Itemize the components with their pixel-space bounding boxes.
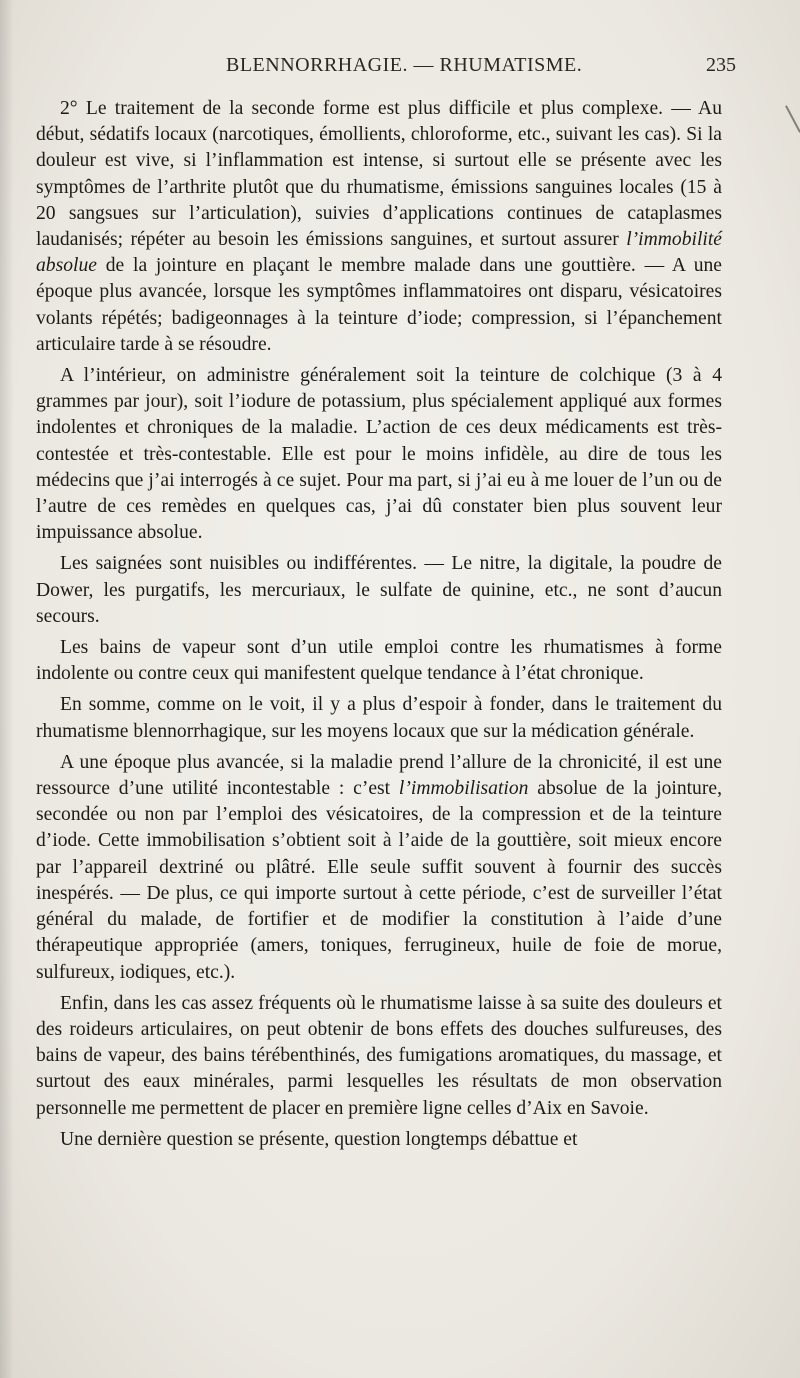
- paragraph-text: A l’intérieur, on administre généralement soit la teinture de colchique (3 à 4 grammes par jour), soit l’iodure de potassium, plus spécialement appliqué aux formes indolentes et chroniques de la maladie. L’action de ces deux médicaments est très-contestée et très-contestable. Elle est pour le moins infidèle, au dire de tous les médecins que j’ai interrogés à ce sujet. Pour ma part, si j’ai eu à me louer de l’un ou de l’autre de ces remèdes en quelques cas, j’ai dû constater bien plus souvent leur impuissance absolue.: [36, 365, 722, 544]
- paragraph-text: absolue de la jointure, secondée ou non par l’emploi des vésicatoires, de la compression et de la teinture d’iode. Cette immobilisation s’obtient soit à l’aide de la gouttière, soit mieux encore par l’appareil dextriné ou plâtré. Elle seule suffit souvent à fournir des succès inespérés. — De plus, ce qui importe surtout à cette période, c’est de surveiller l’état général du malade, de fortifier et de modifier la constitution à l’aide d’une thérapeutique appropriée (amers, toniques, ferrugineux, huile de foie de morue, sulfureux, iodiques, etc.).: [36, 778, 722, 983]
- paragraph: [36, 96, 722, 358]
- margin-pencil-mark: [785, 105, 800, 132]
- paragraph: [36, 363, 722, 546]
- running-title: BLENNORRHAGIE. — RHUMATISME.: [226, 54, 583, 76]
- paragraph-text: de la jointure en plaçant le membre malade dans une gouttière. — A une époque plus avancée, lorsque les symptômes inflammatoires ont disparu, vésicatoires volants répétés; badigeonnages à la teinture d’iode; compression, si l’épanchement articulaire tarde à se résoudre.: [36, 255, 722, 355]
- paragraph: [36, 1127, 722, 1153]
- italic-text: l’immobilité absolue: [36, 229, 722, 277]
- body-text: [36, 96, 722, 1153]
- paragraph-text: Enfin, dans les cas assez fréquents où le rhumatisme laisse à sa suite des douleurs et des roideurs articulaires, on peut obtenir de bons effets des douches sulfureuses, des bains de vapeur, des bains térébenthinés, des fumigations aromatiques, du massage, et surtout des eaux minérales, parmi lesquelles les résultats de mon observation personnelle me permettent de placer en première ligne celles d’Aix en Savoie.: [36, 992, 722, 1119]
- paragraph: [36, 635, 722, 687]
- page-header: [36, 54, 736, 82]
- paragraph-text: Les saignées sont nuisibles ou indifférentes. — Le nitre, la digitale, la poudre de Dower, les purgatifs, les mercuriaux, le sulfate de quinine, etc., ne sont d’aucun secours.: [36, 553, 722, 627]
- paragraph-text: Les bains de vapeur sont d’un utile emploi contre les rhumatismes à forme indolente ou contre ceux qui manifestent quelque tendance à l’état chronique.: [36, 637, 722, 685]
- paragraph: [36, 991, 722, 1122]
- italic-text: l’immobilisation: [398, 778, 529, 800]
- paragraph: [36, 750, 722, 986]
- paragraph-text: 2° Le traitement de la seconde forme est plus difficile et plus complexe. — Au début, sédatifs locaux (narcotiques, émollients, chloroforme, etc., suivant les cas). Si la douleur est vive, si l’inflammation est intense, si surtout elle se présente avec les symptômes de l’arthrite plutôt que du rhumatisme, émissions sanguines locales (15 à 20 sangsues sur l’articulation), suivies d’applications continues de cataplasmes laudanisés; répéter au besoin les émissions sanguines, et surtout assurer: [36, 98, 722, 251]
- paragraph: [36, 551, 722, 630]
- page-number: 235: [706, 54, 736, 76]
- paragraph-text: Une dernière question se présente, question longtemps débattue et: [60, 1128, 578, 1150]
- paragraph: [36, 692, 722, 744]
- paragraph-text: En somme, comme on le voit, il y a plus d’espoir à fonder, dans le traitement du rhumatisme blennorrhagique, sur les moyens locaux que sur la médication générale.: [36, 694, 722, 742]
- page-edge-shadow: [0, 0, 14, 1378]
- paragraph-text: A une époque plus avancée, si la maladie prend l’allure de la chronicité, il est une ressource d’une utilité incontestable : c’est: [36, 751, 722, 800]
